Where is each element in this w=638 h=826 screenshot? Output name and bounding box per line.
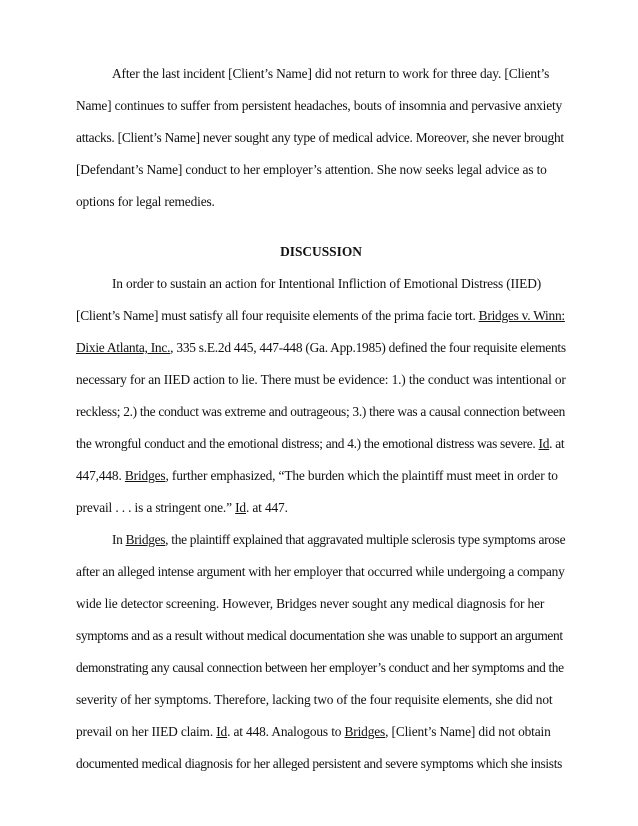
paragraph2-line-2 (76, 308, 565, 324)
text-run: , the plaintiff explained that aggravated multiple sclerosis type symptoms arose (165, 532, 566, 547)
text-run: , further emphasized, “The burden which the plaintiff must meet in order to (165, 468, 558, 483)
id-citation: Id (538, 436, 550, 451)
text-run: . at (549, 436, 565, 451)
paragraph1-line-5 (76, 194, 215, 210)
paragraph1-line-1 (112, 66, 549, 82)
text-run: documented medical diagnosis for her alleged persistent and severe symptoms which she insists (76, 756, 563, 771)
paragraph3-line-1 (112, 532, 565, 548)
text-run: demonstrating any causal connection between her employer’s conduct and her symptoms and the (76, 660, 564, 675)
paragraph1-line-2 (76, 98, 562, 114)
text-run: 447,448. (76, 468, 125, 483)
section-heading: DISCUSSION (280, 244, 362, 259)
text-run: the wrongful conduct and the emotional distress; and 4.) the emotional distress was severe. (76, 436, 539, 451)
case-citation: Bridges (124, 468, 166, 483)
paragraph1-line-4 (76, 162, 547, 178)
paragraph3-line-2 (76, 564, 565, 580)
text-run: options for legal remedies. (76, 194, 215, 209)
paragraph2-line-6 (76, 436, 564, 452)
id-citation: Id (235, 500, 246, 515)
text-run: reckless; 2.) the conduct was extreme and outrageous; 3.) there was a causal connection between (76, 404, 566, 419)
paragraph2-line-4 (76, 372, 566, 388)
text-run: After the last incident [Client’s Name] did not return to work for three day. [Client’s (112, 66, 550, 81)
text-run: prevail on her IIED claim. (76, 724, 217, 739)
text-run: necessary for an IIED action to lie. There must be evidence: 1.) the conduct was intentional or (76, 372, 566, 387)
paragraph2-line-1 (112, 276, 541, 292)
paragraph3-line-7 (76, 724, 551, 740)
paragraph3-line-3 (76, 596, 544, 612)
paragraph2-line-8 (76, 500, 288, 516)
case-citation: Dixie Atlanta, Inc. (76, 340, 171, 355)
id-citation: Id (216, 724, 228, 739)
paragraph3-line-4 (76, 628, 563, 644)
paragraph2-line-5 (76, 404, 565, 420)
case-citation: Bridges (344, 724, 386, 739)
text-run: [Client’s Name] must satisfy all four requisite elements of the prima facie tort. (76, 308, 479, 323)
text-run: , 335 s.E.2d 445, 447-448 (Ga. App.1985) defined the four requisite elements (170, 340, 566, 355)
text-run: , [Client’s Name] did not obtain (385, 724, 551, 739)
text-run: wide lie detector screening. However, Bridges never sought any medical diagnosis for her (76, 596, 545, 611)
paragraph3-line-6 (76, 692, 552, 708)
paragraph3-line-5 (76, 660, 564, 676)
text-run: In order to sustain an action for Intentional Infliction of Emotional Distress (IIED) (112, 276, 542, 291)
text-run: In (112, 532, 126, 547)
text-run: severity of her symptoms. Therefore, lacking two of the four requisite elements, she did not (76, 692, 553, 707)
text-run: after an alleged intense argument with her employer that occurred while undergoing a company (76, 564, 565, 579)
case-citation: Bridges (125, 532, 166, 547)
paragraph3-line-8 (76, 756, 562, 772)
text-run: [Defendant’s Name] conduct to her employer’s attention. She now seeks legal advice as to (76, 162, 547, 177)
paragraph2-line-3 (76, 340, 566, 356)
text-run: attacks. [Client’s Name] never sought any type of medical advice. Moreover, she never brought (76, 130, 564, 145)
case-citation: Bridges v. Winn: (478, 308, 565, 323)
text-run: . at 447. (245, 500, 288, 515)
text-run: . at 448. Analogous to (227, 724, 345, 739)
paragraph1-line-3 (76, 130, 564, 146)
text-run: Name] continues to suffer from persistent headaches, bouts of insomnia and pervasive anxiety (76, 98, 562, 113)
text-run: prevail . . . is a stringent one.” (76, 500, 236, 515)
paragraph2-line-7 (76, 468, 558, 484)
text-run: symptoms and as a result without medical documentation she was unable to support an argument (76, 628, 563, 643)
